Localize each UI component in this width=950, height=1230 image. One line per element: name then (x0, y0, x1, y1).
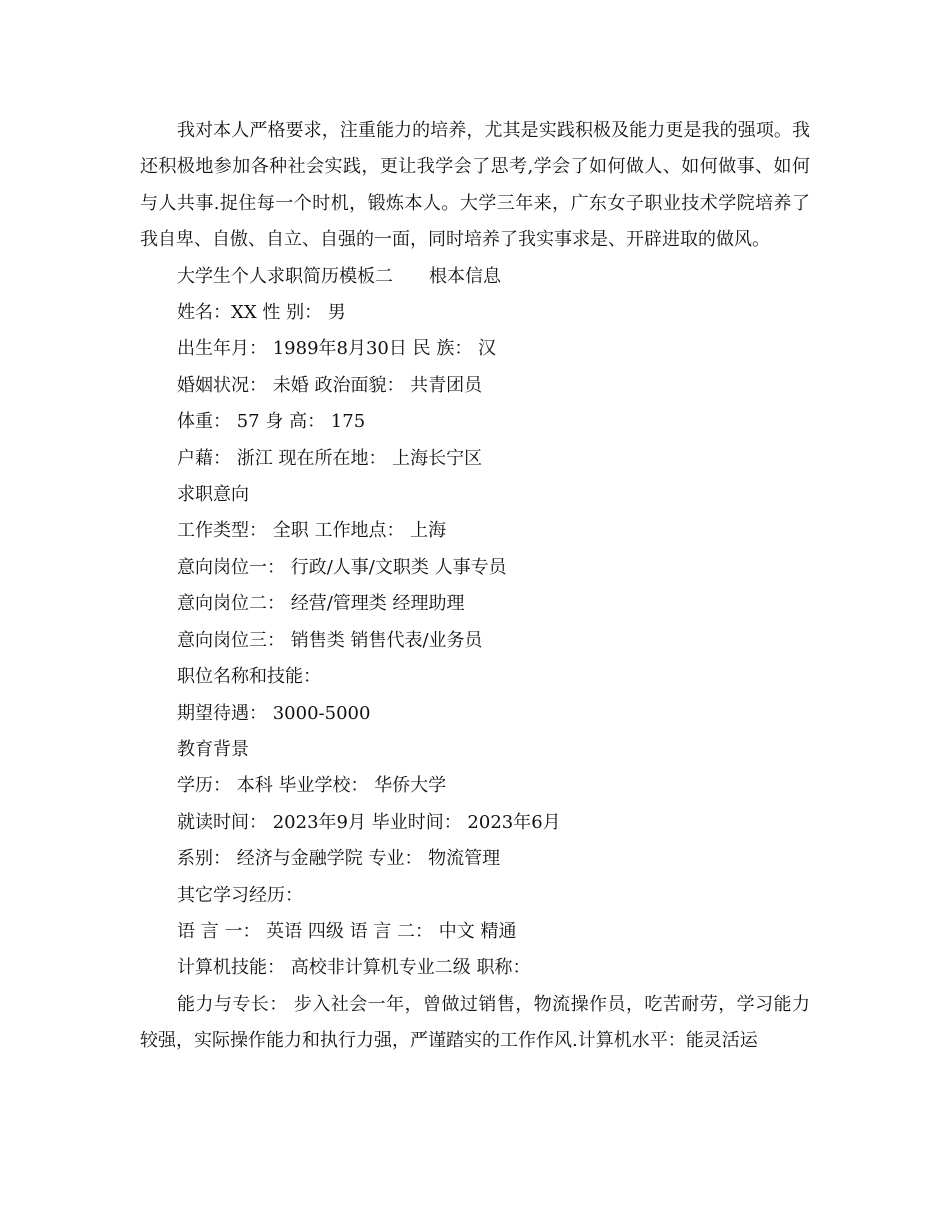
info-line-languages: 语 言 一： 英语 四级 语 言 二： 中文 精通 (177, 920, 517, 942)
info-line-department: 系别： 经济与金融学院 专业： 物流管理 (177, 848, 501, 870)
document-page (140, 113, 810, 1060)
section-title-line (140, 259, 810, 295)
closing-paragraph: 能力与专长： 步入社会一年，曾做过销售，物流操作员，吃苦耐劳，学习能力较强，实际操作能力和执行力强，严谨踏实的工作作风.计算机水平：能灵活运 (140, 993, 810, 1052)
info-line-computer-skills: 计算机技能： 高校非计算机专业二级 职称： (177, 957, 531, 979)
info-line-marital: 婚姻状况： 未婚 政治面貌： 共青团员 (177, 374, 483, 396)
info-line-study-period: 就读时间： 2023年9月 毕业时间： 2023年6月 (177, 811, 561, 833)
info-line-weight: 体重： 57 身 高： 175 (177, 411, 366, 433)
intro-paragraph: 我对本人严格要求，注重能力的培养，尤其是实践积极及能力更是我的强项。我还积极地参加各种社会实践，更让我学会了思考,学会了如何做人、如何做事、如何与人共事.捉住每一个时机，锻炼本人。大学三年来，广东女子职业技术学院培养了我自卑、自傲、自立、自强的一面，同时培养了我实事求是、开辟进取的做风。 (140, 120, 810, 251)
info-line-position-1: 意向岗位一： 行政/人事/文职类 人事专员 (177, 556, 507, 578)
info-line-title-skills: 职位名称和技能： (177, 666, 321, 688)
info-line-birth: 出生年月： 1989年8月30日 民 族： 汉 (177, 338, 497, 360)
info-line-salary: 期望待遇： 3000-5000 (177, 702, 371, 724)
basic-info-heading: 根本信息 (429, 265, 501, 287)
info-line-name: 姓名：XX 性 别： 男 (177, 302, 346, 324)
info-line-degree: 学历： 本科 毕业学校： 华侨大学 (177, 775, 447, 797)
template-title: 大学生个人求职简历模板二 (177, 265, 393, 287)
info-line-position-2: 意向岗位二： 经营/管理类 经理助理 (177, 593, 465, 615)
info-line-position-3: 意向岗位三： 销售类 销售代表/业务员 (177, 629, 483, 651)
info-line-job-type: 工作类型： 全职 工作地点： 上海 (177, 520, 447, 542)
heading-education: 教育背景 (177, 738, 249, 760)
info-line-hukou: 户藉： 浙江 现在所在地： 上海长宁区 (177, 447, 483, 469)
heading-job-intent: 求职意向 (177, 484, 249, 506)
info-line-other-study: 其它学习经历： (177, 884, 303, 906)
